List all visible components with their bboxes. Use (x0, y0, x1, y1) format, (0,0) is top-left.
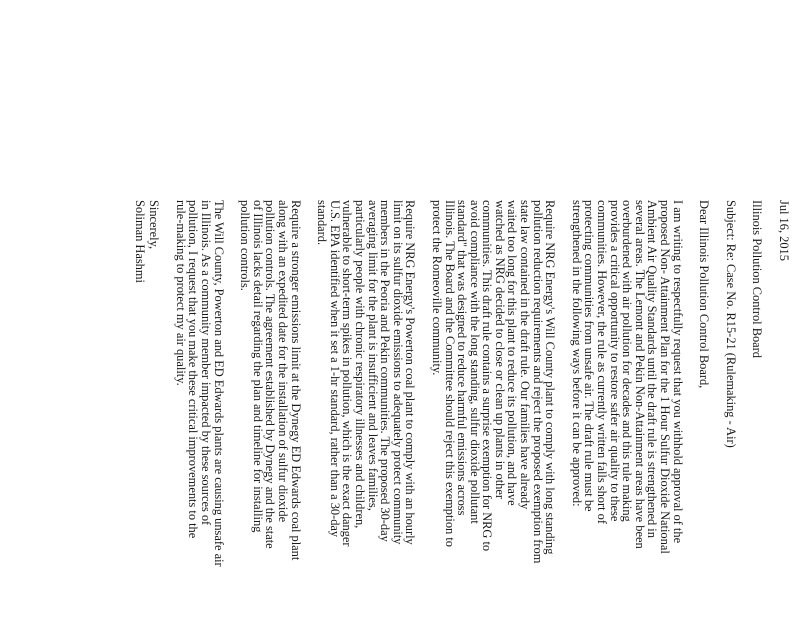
letter-salutation: Dear Illinois Pollution Control Board, (697, 200, 712, 389)
paragraph-conclusion (174, 200, 224, 612)
text-line: members in the Peoria and Pekin communities. The proposed 30-day (378, 200, 393, 542)
text-line: particularly people with chronic respiratory illnesses and children, (352, 200, 367, 529)
text-line: in Illinois. As a community member impacted by these sources of (199, 200, 214, 526)
text-line: provides a critical opportunity to restore safer air quality to these (607, 200, 622, 522)
text-line: Ambient Air Quality Standards until the draft rule is strengthened in (645, 200, 660, 538)
text-line: Require NRG Energy's Powerton coal plant to comply with an hourly (403, 200, 418, 545)
letter-closing: Sincerely, (147, 200, 162, 250)
text-line: vulnerable to short-term spikes in pollution, which is the exact danger (340, 200, 355, 547)
paragraph-ed-edwards (239, 200, 302, 612)
letter-recipient: Illinois Pollution Control Board (750, 200, 765, 358)
text-line: averaging limit for the plant is insufficient and leaves families, (365, 200, 380, 511)
text-line: several areas. The Lemont and Pekin Non-Attainment areas have been (632, 200, 647, 549)
letter-body (119, 200, 790, 612)
paragraph-powerton (316, 200, 417, 612)
text-line: communities. However, the rule as currently written falls short of (595, 200, 610, 524)
text-line: standard" that was designed to reduce harmful emissions across (455, 200, 470, 516)
text-line: along with an expedited date for the installation of sulfur dioxide (276, 200, 290, 523)
text-line: Illinois. The Board and the Committee should reject this exemption to (442, 200, 457, 547)
text-line: pollution reduction requirements and reject the proposed exemption from (530, 200, 545, 564)
paragraph-will-county (430, 200, 556, 612)
text-line: rule-making to protect my air quality. (173, 200, 188, 386)
text-line: avoid compliance with the long standing, sulfur dioxide pollutant (467, 200, 482, 524)
text-line: pollution controls. (238, 200, 253, 291)
text-line: overburdened with air pollution for decades and this rule making (620, 200, 635, 522)
text-line: pollution, I request that you make these critical improvements to the (186, 200, 201, 539)
text-line: of Illinois lacks detail regarding the plan and timeline for installing (250, 200, 265, 533)
letter-subject: Subject: Re: Case No. R15-21 (Rulemaking - Air) (723, 200, 738, 448)
paragraph-intro (570, 200, 683, 612)
text-line: I am writing to respectfully request that you withhold approval of the (670, 200, 685, 544)
text-line: Require NRG Energy's Will County plant to comply with long standing (543, 200, 558, 555)
text-line: state law contained in the draft rule. Our families have already (518, 200, 533, 510)
text-line: pollution controls. The agreement established by Dynegy and the state (263, 200, 278, 549)
text-line: limit on its sulfur dioxide emissions to adequately protect community (390, 200, 405, 545)
text-line: The Will County, Powerton and ED Edwards plants are causing unsafe air (211, 200, 226, 567)
text-line: communities. This draft rule contains a surprise exemption for NRG to (480, 200, 495, 552)
text-line: waited too long for this plant to reduce its pollution, and have (505, 200, 520, 506)
text-line: strengthened in the following ways before it can be approved: (569, 200, 584, 507)
text-line: U.S. EPA identified when it set a 1-hr standard, rather than a 30-day (327, 200, 342, 538)
text-line: proposed Non- Attainment Plan for the 1 Hour Sulfur Dioxide National (658, 200, 673, 554)
text-line: protect the Romeoville community. (429, 200, 444, 376)
letter-date: Jul 16, 2015 (777, 200, 791, 261)
text-line: standard. (315, 200, 330, 246)
text-line: watched as NRG decided to close or clean up plants in other (492, 200, 507, 500)
letter-signature: Soliman Hashmi (132, 200, 147, 283)
text-line: Require a stronger emissions limit at the Dynegy ED Edwards coal plant (288, 200, 303, 561)
text-line: protecting communities from unsafe air. The draft rule must be (582, 200, 597, 512)
